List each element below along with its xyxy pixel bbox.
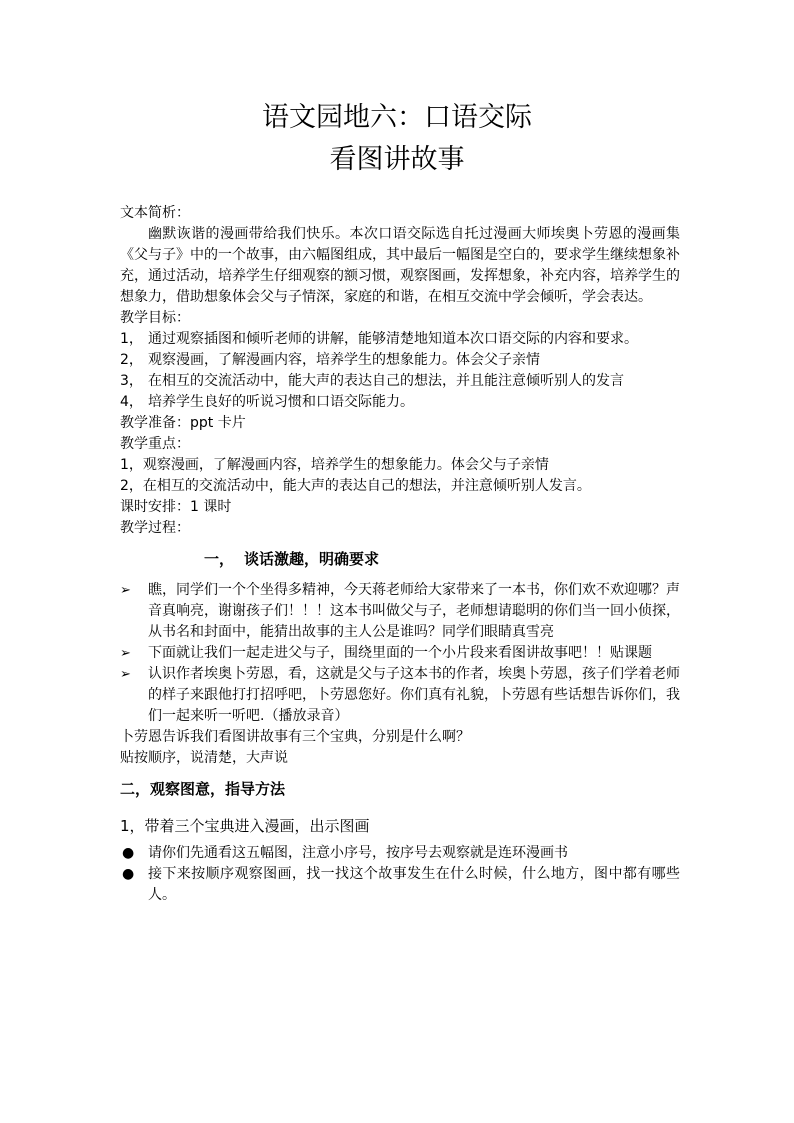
process-label: 教学过程： [120, 520, 190, 536]
arrow-bullet-icon: ➢ [120, 646, 131, 661]
goal-item [120, 329, 680, 350]
prep-line: 教学准备：ppt 卡片 [120, 415, 246, 431]
goal-text: 在相互的交流活动中，能大声的表达自己的想法，并且能注意倾听别人的发言 [148, 373, 624, 389]
bullet-text: 接下来按顺序观察图画，找一找这个故事发生在什么时候，什么地方，图中都有哪些人。 [148, 866, 680, 903]
arrow-bullet-icon: ➢ [120, 583, 131, 598]
arrow-bullet-item [120, 580, 680, 643]
document-title: 语文园地六：口语交际 [262, 102, 532, 133]
arrow-bullet-item [120, 643, 680, 664]
section-2-step: 1，带着三个宝典进入漫画，出示图画 [120, 817, 370, 835]
bullet-text: 认识作者埃奥卜劳恩，看，这就是父与子这本书的作者，埃奥卜劳恩，孩子们学着老师的样子来跟他打打招呼吧，卜劳恩您好。你们真有礼貌，卜劳恩有些话想告诉你们，我们一起来听一听吧.（播放录音） [148, 666, 680, 724]
section-1-number: 一， [204, 550, 235, 568]
goal-number: 4， [120, 394, 143, 410]
dot-bullet-icon: ● [122, 866, 135, 882]
document-body [120, 203, 680, 906]
intro-paragraph: 幽默诙谐的漫画带给我们快乐。本次口语交际选自托过漫画大师埃奥卜劳恩的漫画集《父与子》中的一个故事，由六幅图组成，其中最后一幅图是空白的，要求学生继续想象补充，通过活动，培养学生仔细观察的额习惯，观察图画，发挥想象，补充内容，培养学生的想象力，借助想象体会父与子情深，家庭的和谐，在相互交流中学会倾听，学会表达。 [120, 226, 680, 305]
schedule-line: 课时安排：1 课时 [120, 499, 232, 515]
goal-number: 1， [120, 331, 143, 347]
focus-item: 1，观察漫画，了解漫画内容，培养学生的想象能力。体会父与子亲情 [120, 457, 549, 473]
section-1-title: 谈话激趣，明确要求 [244, 550, 380, 568]
section-1-heading [120, 549, 680, 570]
bullet-text: 瞧，同学们一个个坐得多精神，今天蒋老师给大家带来了一本书，你们欢不欢迎哪？声音真响亮，谢谢孩子们！！！这本书叫做父与子，老师想请聪明的你们当一回小侦探，从书名和封面中，能猜出故事的主人公是谁吗？同学们眼睛真雪亮 [148, 582, 680, 640]
bullet-text: 请你们先通看这五幅图，注意小序号，按序号去观察就是连环漫画书 [148, 845, 568, 861]
focus-label: 教学重点： [120, 436, 190, 452]
dot-bullet-item [120, 843, 680, 864]
bullet-text: 下面就让我们一起走进父与子，围绕里面的一个小片段来看图讲故事吧！！贴课题 [148, 645, 652, 661]
arrow-bullet-item [120, 664, 680, 727]
section-1-followup: 贴按顺序，说清楚，大声说 [120, 750, 288, 766]
goal-text: 观察漫画，了解漫画内容，培养学生的想象能力。体会父子亲情 [148, 352, 540, 368]
section-1-followup: 卜劳恩告诉我们看图讲故事有三个宝典，分别是什么啊？ [120, 729, 470, 745]
goals-label: 教学目标： [120, 310, 190, 326]
goal-item [120, 392, 680, 413]
dot-bullet-icon: ● [122, 845, 135, 861]
document-subtitle: 看图讲故事 [329, 144, 465, 175]
goal-text: 培养学生良好的听说习惯和口语交际能力。 [148, 394, 414, 410]
goal-text: 通过观察插图和倾听老师的讲解，能够清楚地知道本次口语交际的内容和要求。 [148, 331, 638, 347]
goal-number: 3， [120, 373, 143, 389]
arrow-bullet-icon: ➢ [120, 667, 131, 682]
goal-item [120, 350, 680, 371]
intro-label: 文本简析： [120, 205, 190, 221]
section-2-heading: 二，观察图意，指导方法 [120, 780, 286, 798]
goal-number: 2， [120, 352, 143, 368]
dot-bullet-item [120, 864, 680, 906]
goal-item [120, 371, 680, 392]
focus-item: 2，在相互的交流活动中，能大声的表达自己的想法，并注意倾听别人发言。 [120, 478, 591, 494]
